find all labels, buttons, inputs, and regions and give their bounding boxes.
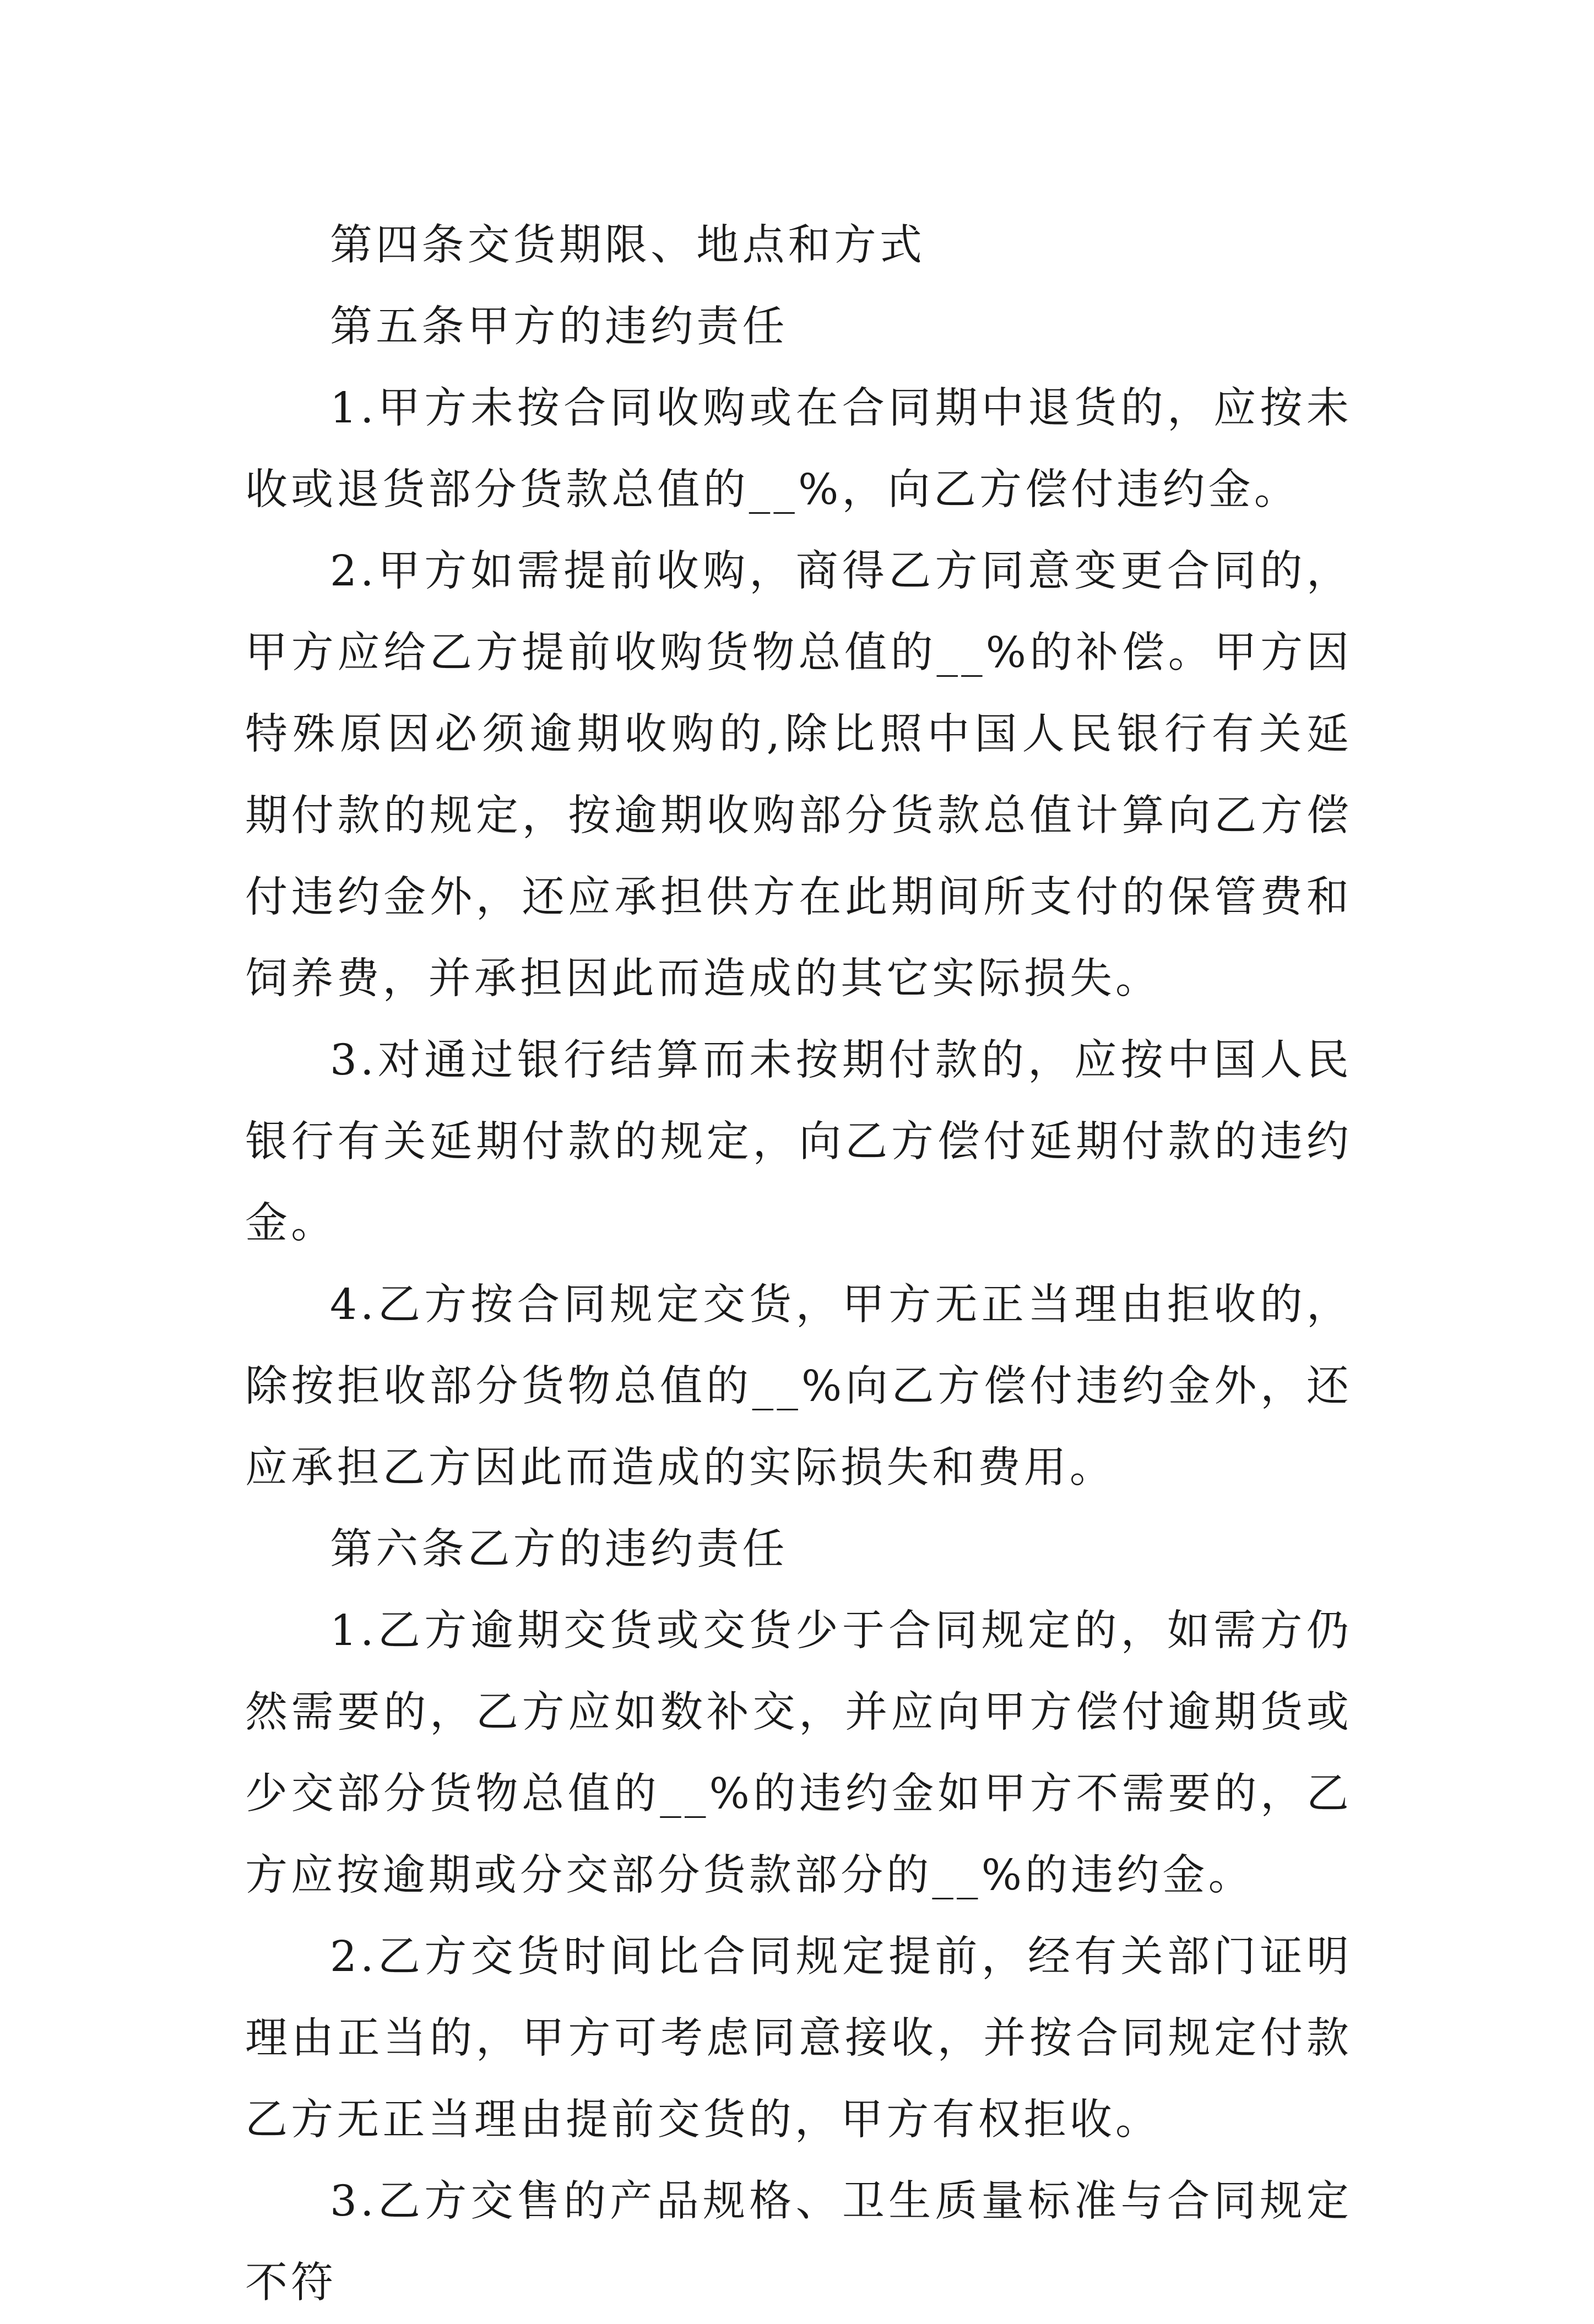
article-5-clause-1: 1.甲方未按合同收购或在合同期中退货的，应按未收或退货部分货款总值的__%，向乙方偿付违约金。 [245,384,1352,514]
article-5-clause-3: 3.对通过银行结算而未按期付款的，应按中国人民银行有关延期付款的规定，向乙方偿付延期付款的违约金。 [245,1036,1352,1248]
article-4-heading: 第四条交货期限、地点和方式 [330,221,926,270]
article-6-heading: 第六条乙方的违约责任 [330,1525,788,1574]
article-5-clause-4: 4.乙方按合同规定交货，甲方无正当理由拒收的，除按拒收部分货物总值的__%向乙方偿付违约金外，还应承担乙方因此而造成的实际损失和费用。 [245,1280,1352,1492]
article-5-clause-2: 2.甲方如需提前收购，商得乙方同意变更合同的，甲方应给乙方提前收购货物总值的__%的补偿。甲方因特殊原因必须逾期收购的,除比照中国人民银行有关延期付款的规定，按逾期收购部分货款总值计算向乙方偿付违约金外，还应承担供方在此期间所支付的保管费和饲养费，并承担因此而造成的其它实际损失。 [245,547,1352,1003]
document-body [245,205,1352,2324]
article-6-clause-3: 3.乙方交售的产品规格、卫生质量标准与合同规定不符 [245,2177,1352,2307]
article-5-heading: 第五条甲方的违约责任 [330,302,788,351]
article-6-clause-2: 2.乙方交货时间比合同规定提前，经有关部门证明理由正当的，甲方可考虑同意接收，并按合同规定付款乙方无正当理由提前交货的，甲方有权拒收。 [245,1932,1352,2144]
article-6-clause-1: 1.乙方逾期交货或交货少于合同规定的，如需方仍然需要的，乙方应如数补交，并应向甲方偿付逾期货或少交部分货物总值的__%的违约金如甲方不需要的，乙方应按逾期或分交部分货款部分的__%的违约金。 [245,1606,1352,1900]
